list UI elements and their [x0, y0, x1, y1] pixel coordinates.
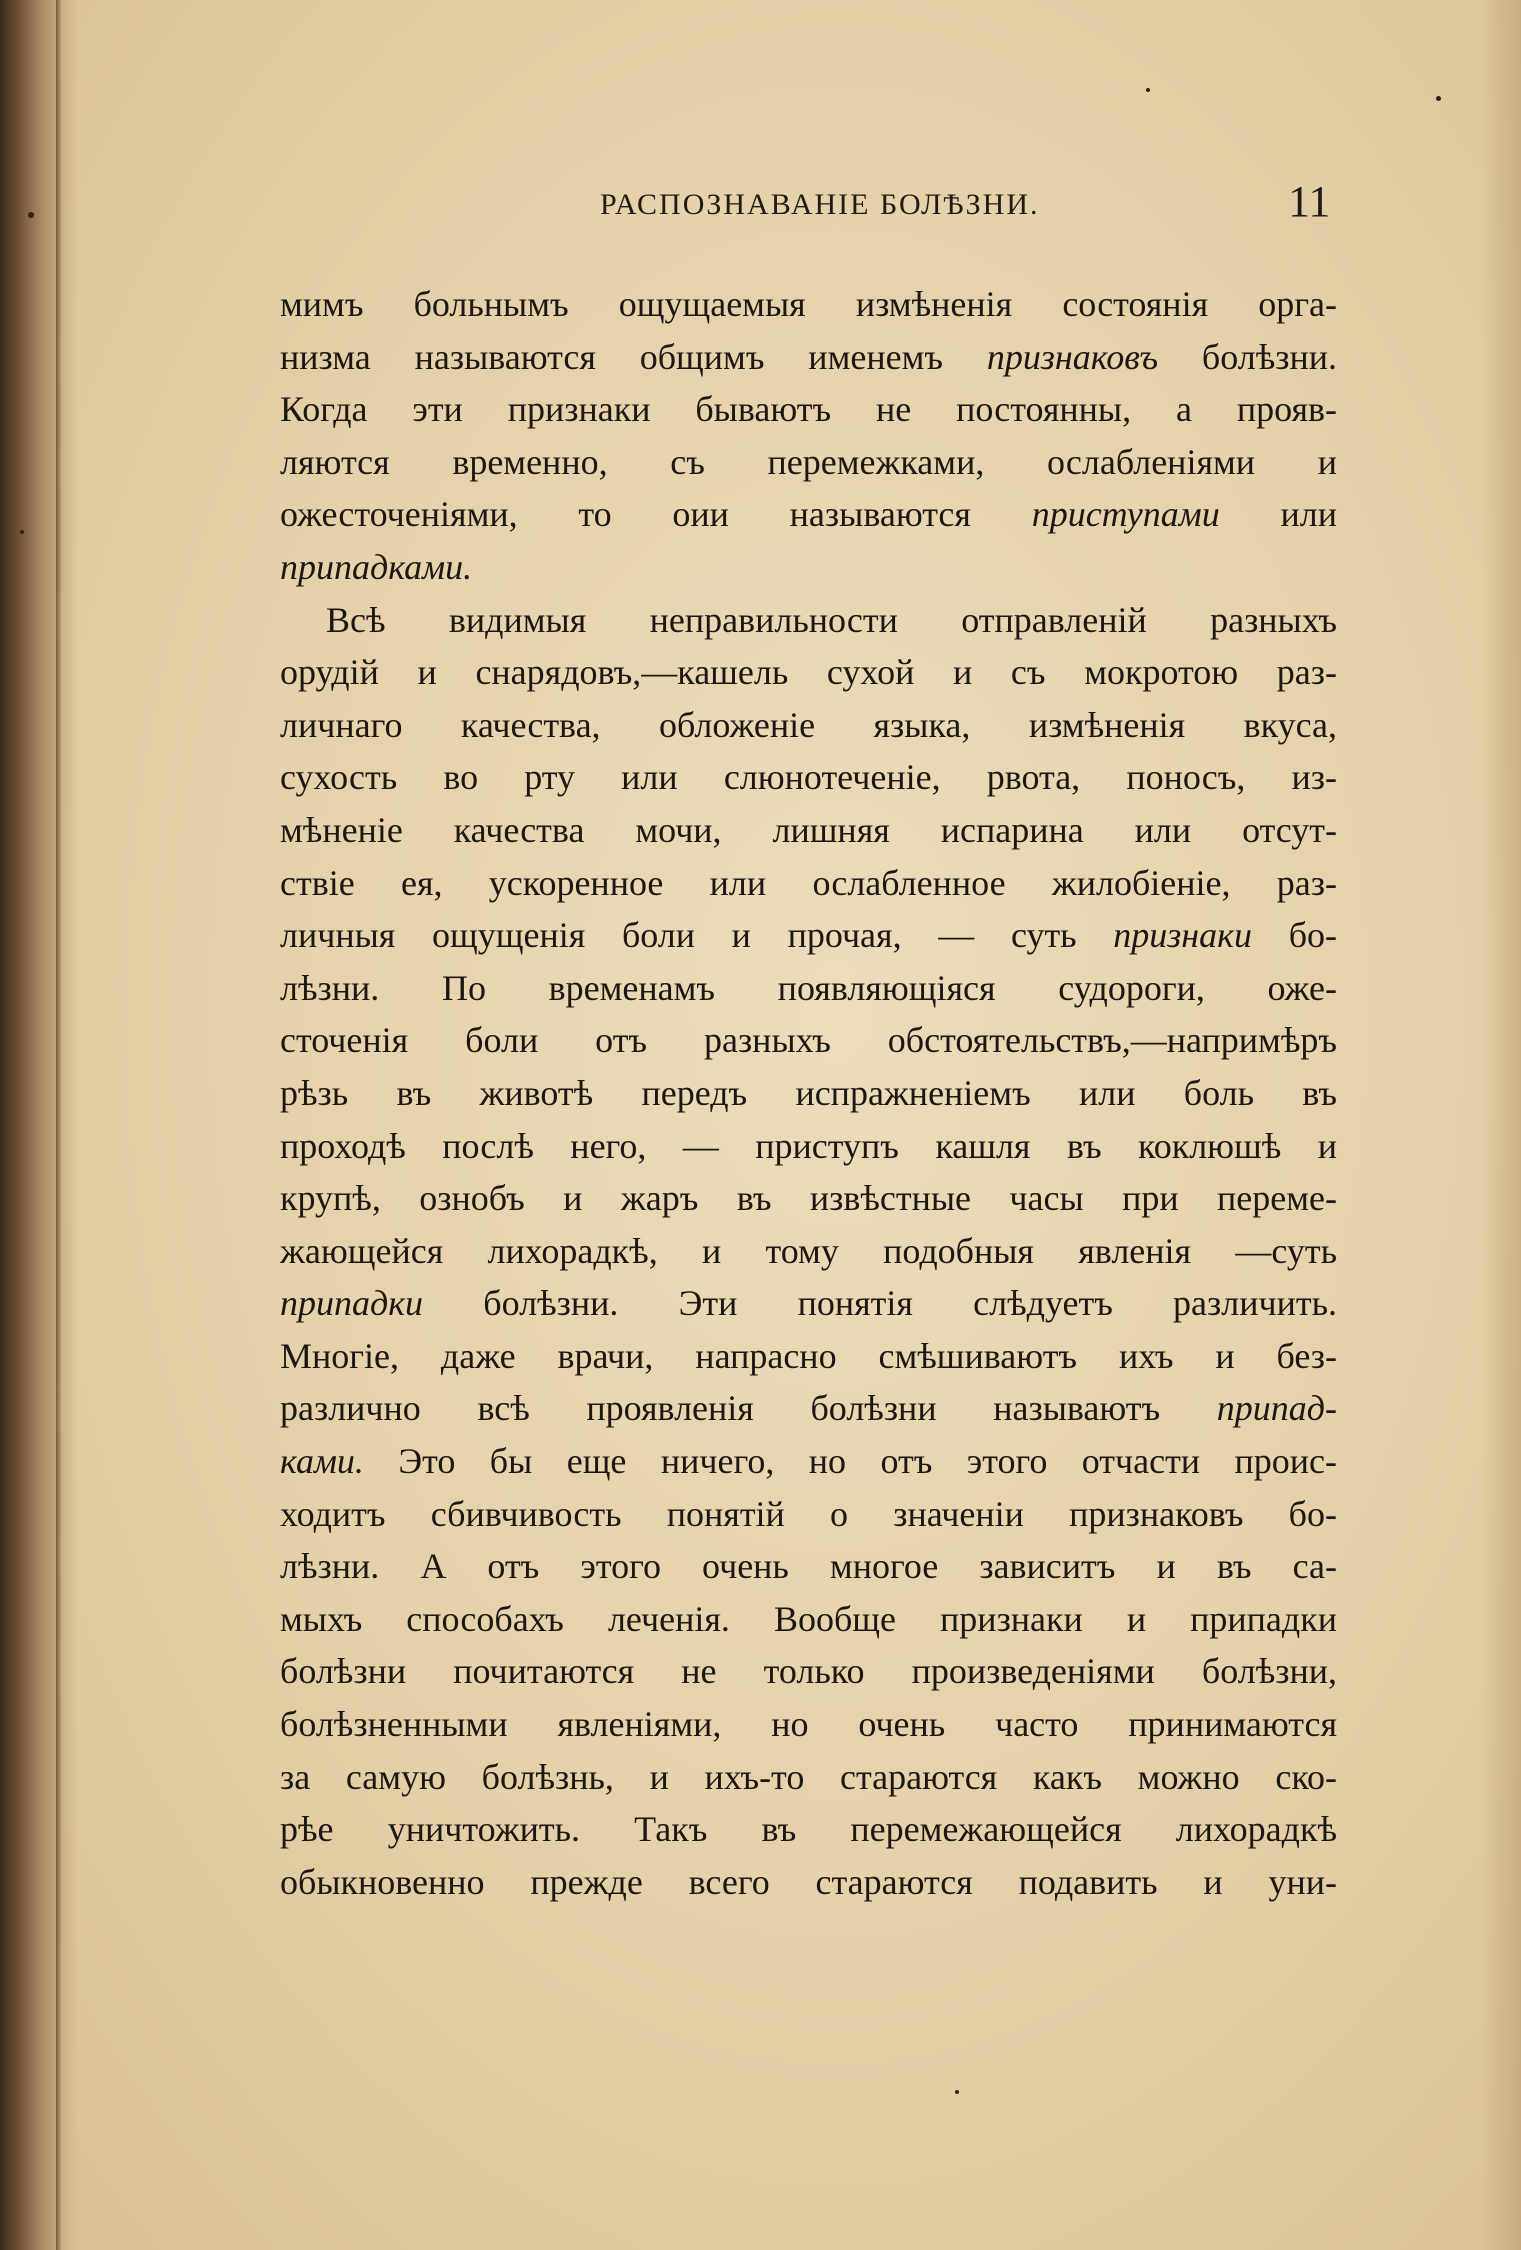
text-line: [280, 962, 1337, 1015]
text-line: [280, 1488, 1337, 1541]
text-line: [280, 1014, 1337, 1067]
text-run: болѣзни. Эти понятія слѣдуетъ различить.: [423, 1283, 1337, 1324]
text-line: [280, 1751, 1337, 1804]
ink-speck: [28, 212, 34, 218]
text-run: орудій и снарядовъ,—кашель сухой и съ мокротою раз-: [280, 652, 1337, 693]
text-run: крупѣ, ознобъ и жаръ въ извѣстные часы при переме-: [280, 1178, 1337, 1219]
text-run: бо-: [1252, 915, 1337, 956]
text-run: рѣе уничтожить. Такъ въ перемежающейся лихорадкѣ: [280, 1809, 1337, 1850]
italic-term: ками.: [280, 1441, 364, 1482]
text-line: [280, 1120, 1337, 1173]
text-line: [280, 1382, 1337, 1435]
text-line: [280, 751, 1337, 804]
text-line: [280, 331, 1337, 384]
paragraph: [280, 594, 1337, 1909]
text-line: [280, 1172, 1337, 1225]
text-run: болѣзненными явленіями, но очень часто принимаются: [280, 1704, 1337, 1745]
text-run: личныя ощущенія боли и прочая, — суть: [280, 915, 1114, 956]
italic-term: признаки: [1113, 915, 1253, 956]
text-run: Это бы еще ничего, но отъ этого отчасти проис-: [363, 1441, 1337, 1482]
text-run: болѣзни почитаются не только произведеніями болѣзни,: [280, 1651, 1337, 1692]
text-run: лѣзни. А отъ этого очень многое зависитъ и въ са-: [280, 1546, 1337, 1587]
text-run: мыхъ способахъ леченія. Вообще признаки и припадки: [280, 1598, 1337, 1639]
text-line: [280, 1225, 1337, 1278]
text-line: [280, 1698, 1337, 1751]
text-line: [280, 1277, 1337, 1330]
text-line: [280, 278, 1337, 331]
italic-term: признаковъ: [986, 336, 1159, 377]
text-line: [280, 541, 1337, 594]
text-run: ляются временно, съ перемежками, ослабленіями и: [280, 441, 1337, 482]
ink-speck: [1146, 88, 1150, 92]
text-run: низма называются общимъ именемъ: [280, 336, 987, 377]
text-run: сухость во рту или слюнотеченіе, рвота, поносъ, из-: [280, 757, 1337, 798]
text-line: [280, 1330, 1337, 1383]
text-run: мѣненіе качества мочи, лишняя испарина или отсут-: [280, 809, 1337, 850]
text-line: [280, 646, 1337, 699]
italic-term: припадки: [280, 1283, 424, 1324]
text-line: [280, 1645, 1337, 1698]
text-run: рѣзь въ животѣ передъ испражненіемъ или боль въ: [280, 1072, 1337, 1113]
text-line: [280, 699, 1337, 752]
text-run: жающейся лихорадкѣ, и тому подобныя явленія —суть: [280, 1230, 1337, 1271]
ink-speck: [1436, 96, 1441, 101]
ink-speck: [955, 2090, 959, 2094]
text-line: [280, 1067, 1337, 1120]
text-run: обыкновенно прежде всего стараются подавить и уни-: [280, 1861, 1337, 1902]
text-line: [280, 909, 1337, 962]
italic-term: приступами: [1031, 494, 1220, 535]
text-run: ожесточеніями, то оии называются: [280, 494, 1032, 535]
text-line: [280, 383, 1337, 436]
text-line: [280, 594, 1337, 647]
text-line: [280, 1435, 1337, 1488]
running-title: РАСПОЗНАВАНІЕ БОЛѢЗНИ.: [600, 188, 1040, 221]
page-number: 11: [1288, 177, 1331, 226]
text-line: [280, 488, 1337, 541]
text-run: мимъ больнымъ ощущаемыя измѣненія состоянія орга-: [280, 284, 1337, 324]
paragraph: [280, 278, 1337, 594]
text-run: болѣзни.: [1158, 336, 1338, 377]
text-run: Всѣ видимыя неправильности отправленій разныхъ: [326, 599, 1337, 640]
text-line: [280, 1593, 1337, 1646]
text-run: личнаго качества, обложеніе языка, измѣненія вкуса,: [280, 704, 1337, 745]
page-edge: [1481, 0, 1521, 2250]
text-run: лѣзни. По временамъ появляющіяся судороги, оже-: [280, 967, 1337, 1008]
ink-speck: [20, 530, 24, 534]
body-text: [280, 278, 1337, 1908]
text-run: или: [1219, 494, 1337, 535]
text-run: Когда эти признаки бываютъ не постоянны, а прояв-: [280, 389, 1337, 430]
italic-term: припад-: [1216, 1388, 1337, 1429]
binding-line: [56, 0, 62, 2250]
text-line: [280, 804, 1337, 857]
text-run: за самую болѣзнь, и ихъ-то стараются какъ можно ско-: [280, 1756, 1337, 1797]
text-run: ствіе ея, ускоренное или ослабленное жилобіеніе, раз-: [280, 862, 1337, 903]
text-line: [280, 1540, 1337, 1593]
binding-shadow: [0, 0, 78, 2250]
italic-term: припадками.: [280, 546, 473, 587]
text-line: [280, 1856, 1337, 1909]
text-line: [280, 1803, 1337, 1856]
text-line: [280, 436, 1337, 489]
text-run: ходитъ сбивчивость понятій о значеніи признаковъ бо-: [280, 1493, 1337, 1534]
text-line: [280, 857, 1337, 910]
text-run: сточенія боли отъ разныхъ обстоятельствъ,—напримѣръ: [280, 1020, 1337, 1061]
text-run: различно всѣ проявленія болѣзни называютъ: [280, 1388, 1217, 1429]
text-run: Многіе, даже врачи, напрасно смѣшиваютъ ихъ и без-: [280, 1335, 1337, 1376]
text-run: проходѣ послѣ него, — приступъ кашля въ коклюшѣ и: [280, 1125, 1337, 1166]
